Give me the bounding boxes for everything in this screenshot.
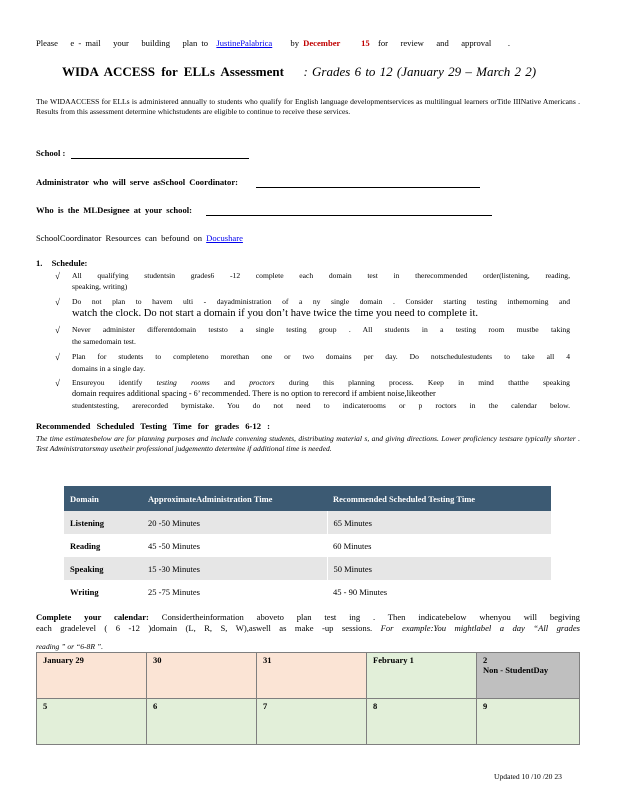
calendar-day-label: January 29 <box>43 655 84 665</box>
bullet-5-part-e: during this planning process. Keep in mind thatthe speaking <box>288 378 570 387</box>
intro-by: by <box>290 38 299 48</box>
calendar-instructions-text-1: Considertheinformation aboveto plan test ing . Then indicatebelow whenyou will begiving <box>161 612 580 622</box>
check-icon: √ <box>55 378 60 388</box>
table-row <box>64 511 551 534</box>
intro-review: review <box>400 38 424 48</box>
bullet-5-and: and <box>223 378 235 387</box>
intro-and: and <box>436 38 449 48</box>
schedule-list <box>0 270 618 420</box>
table-cell: 60 Minutes <box>327 534 551 557</box>
table-cell: Speaking <box>64 557 142 580</box>
intro-building: building <box>141 38 170 48</box>
calendar-day-feb-7[interactable] <box>257 699 367 745</box>
calendar-day-feb-2[interactable] <box>477 653 580 699</box>
bullet-3-line-1: Never administer differentdomain teststo a single testing group . All students in a testing room mustbe taking <box>72 325 570 334</box>
mld-label: Who is the MLDesignee at your school: <box>36 205 193 215</box>
calendar-instructions-example: For example:You mightlabel a day “All grades <box>380 623 580 633</box>
bullet-3-line-2: the samedomain test. <box>72 337 136 346</box>
title-main: WIDA ACCESS for ELLs Assessment <box>62 64 284 79</box>
calendar-day-feb-1[interactable] <box>367 653 477 699</box>
table-cell: Reading <box>64 534 142 557</box>
calendar-instructions-line-1 <box>36 612 580 623</box>
deadline-day: 15 <box>361 38 370 48</box>
bullet-2-line-2: watch the clock. Do not start a domain if you don’t have twice the time you need to complete it. <box>72 308 479 319</box>
intro-your: your <box>113 38 129 48</box>
table-cell: Writing <box>64 580 142 603</box>
docushare-link[interactable]: Docushare <box>206 233 243 243</box>
admin-input-line[interactable] <box>256 178 480 188</box>
calendar-day-label: February 1 <box>373 655 414 665</box>
calendar-day-feb-6[interactable] <box>147 699 257 745</box>
page-title <box>62 64 592 80</box>
school-input-line[interactable] <box>71 149 249 159</box>
check-icon: √ <box>55 271 60 281</box>
calendar-instructions-bold: Complete your calendar: <box>36 612 149 622</box>
intro-plan-to: plan to <box>182 38 209 48</box>
calendar-instructions-example-2: reading ” or “6-8R ”. <box>36 642 104 651</box>
description: The WIDAACCESS for ELLs is administered annually to students who qualify for English language developmentservices as multilingual learners orTitle IIINative Americans . Results from this assessment determine whichstudents are eligible to continue to receive these services. <box>36 97 580 116</box>
bullet-5-part-a: Ensureyou identify <box>72 378 143 387</box>
bullet-5-line-2: domain requires additional spacing - 6’ recommended. There is no option to rerecord if ambient noise,likeother <box>72 389 436 398</box>
table-row <box>64 534 551 557</box>
check-icon: √ <box>55 297 60 307</box>
schedule-heading <box>36 258 236 269</box>
table-cell: 15 -30 Minutes <box>142 557 327 580</box>
calendar-instructions <box>36 612 580 634</box>
table-cell: 50 Minutes <box>327 557 551 580</box>
calendar-day-jan-30[interactable] <box>147 653 257 699</box>
bullet-5-testing-rooms: testing rooms <box>156 378 210 387</box>
intro-line <box>36 38 596 49</box>
intro-approval: approval <box>461 38 492 48</box>
calendar-day-label: 8 <box>373 701 378 711</box>
intro-end: . <box>507 38 511 48</box>
calendar-day-label: 31 <box>263 655 272 665</box>
schedule-title: Schedule: <box>51 258 88 268</box>
intro-email: e - mail <box>70 38 101 48</box>
schedule-number: 1. <box>36 258 43 268</box>
table-cell: 65 Minutes <box>327 511 551 534</box>
resources-text: SchoolCoordinator Resources can befound on <box>36 233 202 243</box>
intro-please: Please <box>36 38 58 48</box>
calendar-day-feb-9[interactable] <box>477 699 580 745</box>
recommended-heading: Recommended Scheduled Testing Time for grades 6-12 : <box>36 421 271 431</box>
table-header-approx-time: ApproximateAdministration Time <box>142 486 327 511</box>
calendar-day-feb-5[interactable] <box>37 699 147 745</box>
calendar-day-label: 5 <box>43 701 48 711</box>
table-header-domain: Domain <box>64 486 142 511</box>
testing-time-table <box>64 486 551 603</box>
title-subtitle: : Grades 6 to 12 (January 29 – March 2 2) <box>303 64 537 79</box>
calendar-instructions-line-2 <box>36 623 580 634</box>
bullet-4-line-1: Plan for students to completeno morethan one or two domains per day. Do notschedulestudents to take all 4 <box>72 352 570 361</box>
calendar-instructions-text-2: each gradelevel ( 6 -12 )domain (L, R, S, W),aswell as make -up sessions. <box>36 623 373 633</box>
resources-row <box>36 233 596 244</box>
mld-input-line[interactable] <box>206 206 492 216</box>
calendar-week-row <box>37 653 580 699</box>
deadline-month: December <box>303 38 341 48</box>
calendar-day-jan-31[interactable] <box>257 653 367 699</box>
school-label: School : <box>36 148 66 158</box>
admin-field-row <box>36 177 596 188</box>
table-cell: 20 -50 Minutes <box>142 511 327 534</box>
calendar-day-label: 6 <box>153 701 158 711</box>
testing-calendar <box>36 652 580 745</box>
bullet-5-line-1 <box>72 378 570 388</box>
school-field-row <box>36 148 336 159</box>
table-row <box>64 557 551 580</box>
check-icon: √ <box>55 325 60 335</box>
bullet-5-proctors: proctors <box>249 378 275 387</box>
calendar-day-label: 9 <box>483 701 488 711</box>
calendar-day-feb-8[interactable] <box>367 699 477 745</box>
recommended-note: The time estimatesbelow are for planning purposes and include convening students, distributing material s, and giving directions. Lower proficiency testsare typically shorter . Test Administratorsmay usetheir professional judgementto determine if additional time is needed. <box>36 434 580 453</box>
calendar-day-note: Non - StudentDay <box>483 665 549 675</box>
intro-for: for <box>378 38 389 48</box>
calendar-day-jan-29[interactable] <box>37 653 147 699</box>
table-row <box>64 580 551 603</box>
table-header-recommended-time: Recommended Scheduled Testing Time <box>327 486 551 511</box>
table-cell: 25 -75 Minutes <box>142 580 327 603</box>
table-cell: 45 -50 Minutes <box>142 534 327 557</box>
calendar-day-label: 7 <box>263 701 268 711</box>
check-icon: √ <box>55 352 60 362</box>
updated-date: Updated 10 /10 /20 23 <box>494 772 562 781</box>
calendar-week-row <box>37 699 580 745</box>
contact-email-link[interactable]: JustinePalabrica <box>216 38 273 48</box>
calendar-day-label: 2 <box>483 655 488 665</box>
bullet-2-line-1: Do not plan to havem ulti - dayadministration of a ny single domain . Consider starting testing inthemorning and <box>72 297 570 306</box>
bullet-5-line-3: studentstesting, arerecorded bymistake. You do not need to indicaterooms or p roctors in the calendar below. <box>72 401 570 410</box>
bullet-1-line-1: All qualifying studentsin grades6 -12 complete each domain test in therecommended order(listening, reading, <box>72 271 570 280</box>
calendar-day-label: 30 <box>153 655 162 665</box>
admin-label: Administrator who will serve asSchool Coordinator: <box>36 177 238 187</box>
table-cell: Listening <box>64 511 142 534</box>
bullet-1-line-2: speaking, writing) <box>72 282 128 291</box>
mld-field-row <box>36 205 596 216</box>
table-cell: 45 - 90 Minutes <box>327 580 551 603</box>
bullet-4-line-2: domains in a single day. <box>72 364 146 373</box>
